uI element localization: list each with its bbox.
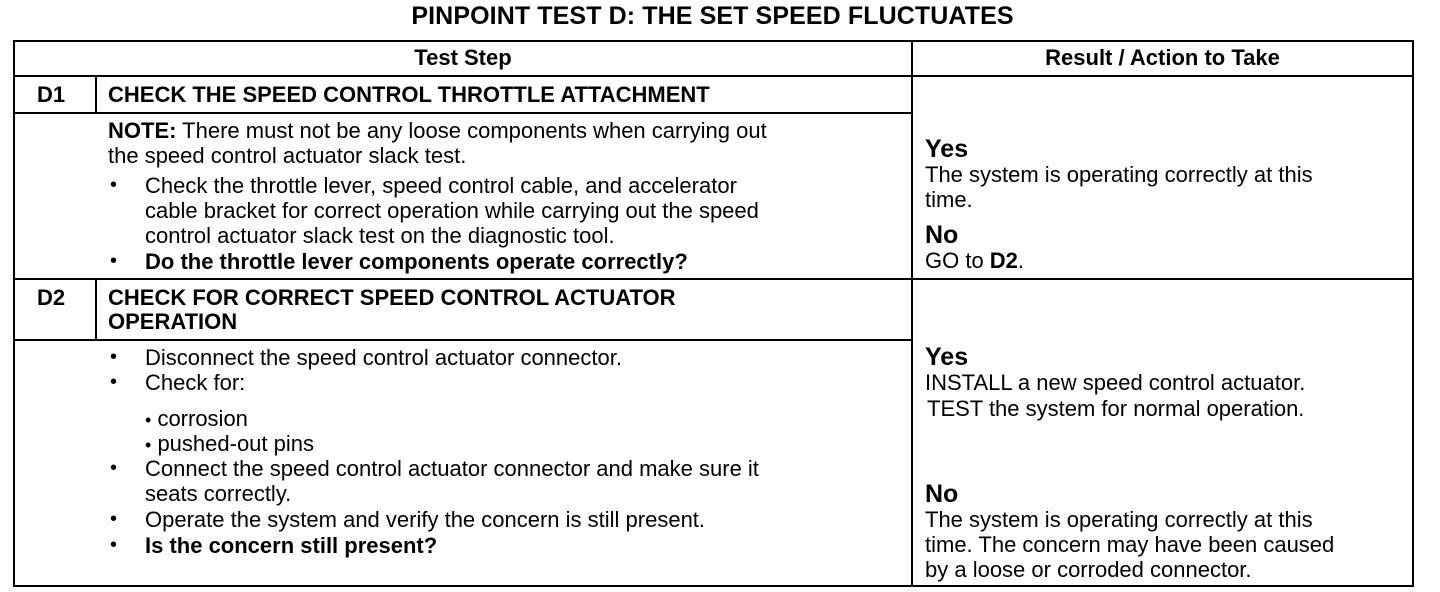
d2-question: Is the concern still present? xyxy=(145,533,438,558)
note-label: NOTE: xyxy=(108,118,177,143)
d1-yes-text: The system is operating correctly at this xyxy=(925,162,1313,187)
bullet-icon: • xyxy=(110,371,118,393)
d1-no-text xyxy=(925,248,1024,273)
column-divider xyxy=(911,40,913,587)
header-test-step: Test Step xyxy=(414,45,512,70)
header-result-action: Result / Action to Take xyxy=(1045,45,1280,70)
go-to-suffix: . xyxy=(1017,248,1025,273)
sub-bullet-text: corrosion xyxy=(157,406,248,431)
d2-bullet-1: Disconnect the speed control actuator connector. xyxy=(145,345,622,370)
sub-bullet-pushed-out-pins xyxy=(145,431,314,458)
sub-bullet-text: pushed-out pins xyxy=(157,431,314,456)
d2-no-text-line2: time. The concern may have been caused xyxy=(925,532,1335,557)
d2-no-label: No xyxy=(925,480,959,508)
bullet-icon: • xyxy=(110,534,118,556)
d1-heading-divider xyxy=(13,112,913,114)
page-title: PINPOINT TEST D: THE SET SPEED FLUCTUATES xyxy=(411,2,1014,30)
step-id-d1: D1 xyxy=(37,82,66,107)
d1-bullet-1: Check the throttle lever, speed control cable, and accelerator xyxy=(145,173,737,198)
bullet-icon: • xyxy=(145,435,152,455)
step-link-d2[interactable]: D2 xyxy=(989,248,1018,273)
bullet-icon: • xyxy=(110,250,118,272)
d1-note-line2: the speed control actuator slack test. xyxy=(108,143,467,168)
d2-yes-text: INSTALL a new speed control actuator. xyxy=(925,370,1306,395)
step-heading-d1: CHECK THE SPEED CONTROL THROTTLE ATTACHMENT xyxy=(108,82,710,107)
table-border-top xyxy=(13,40,1414,42)
bullet-icon: • xyxy=(110,346,118,368)
d2-no-text-line3: by a loose or corroded connector. xyxy=(925,557,1252,582)
step-heading-d2-line2: OPERATION xyxy=(108,309,238,334)
note-text: There must not be any loose components when carrying out xyxy=(176,118,767,143)
d2-bullet-4: Operate the system and verify the concern is still present. xyxy=(145,507,706,532)
d1-yes-label: Yes xyxy=(925,135,969,163)
d1-no-label: No xyxy=(925,221,959,249)
d1-id-divider xyxy=(95,75,97,113)
d2-bullet-3-line2: seats correctly. xyxy=(145,481,292,506)
d2-yes-text-line2: TEST the system for normal operation. xyxy=(927,396,1305,421)
step-id-d2: D2 xyxy=(37,285,66,310)
header-divider xyxy=(13,75,1414,77)
d1-bullet-1-line2: cable bracket for correct operation while carrying out the speed xyxy=(145,198,759,223)
step-heading-d2: CHECK FOR CORRECT SPEED CONTROL ACTUATOR xyxy=(108,285,676,310)
d1-bullet-1-line3: control actuator slack test on the diagnostic tool. xyxy=(145,223,615,248)
step-divider xyxy=(13,278,1414,280)
d2-id-divider xyxy=(95,278,97,340)
d1-question: Do the throttle lever components operate correctly? xyxy=(145,249,688,274)
table-border-bottom xyxy=(13,585,1414,587)
d2-no-text: The system is operating correctly at this xyxy=(925,507,1313,532)
bullet-icon: • xyxy=(110,457,118,479)
d1-yes-text-line2: time. xyxy=(925,187,973,212)
go-to-prefix: GO to xyxy=(925,248,990,273)
table-border-left xyxy=(13,40,15,587)
table-border-right xyxy=(1412,40,1414,587)
d2-heading-divider xyxy=(13,339,913,341)
bullet-icon: • xyxy=(145,410,152,430)
bullet-icon: • xyxy=(110,508,118,530)
bullet-icon: • xyxy=(110,174,118,196)
d2-bullet-3: Connect the speed control actuator connector and make sure it xyxy=(145,456,759,481)
d2-bullet-2: Check for: xyxy=(145,370,246,395)
d1-note xyxy=(108,118,767,143)
sub-bullet-corrosion xyxy=(145,406,248,433)
d2-yes-label: Yes xyxy=(925,343,969,371)
